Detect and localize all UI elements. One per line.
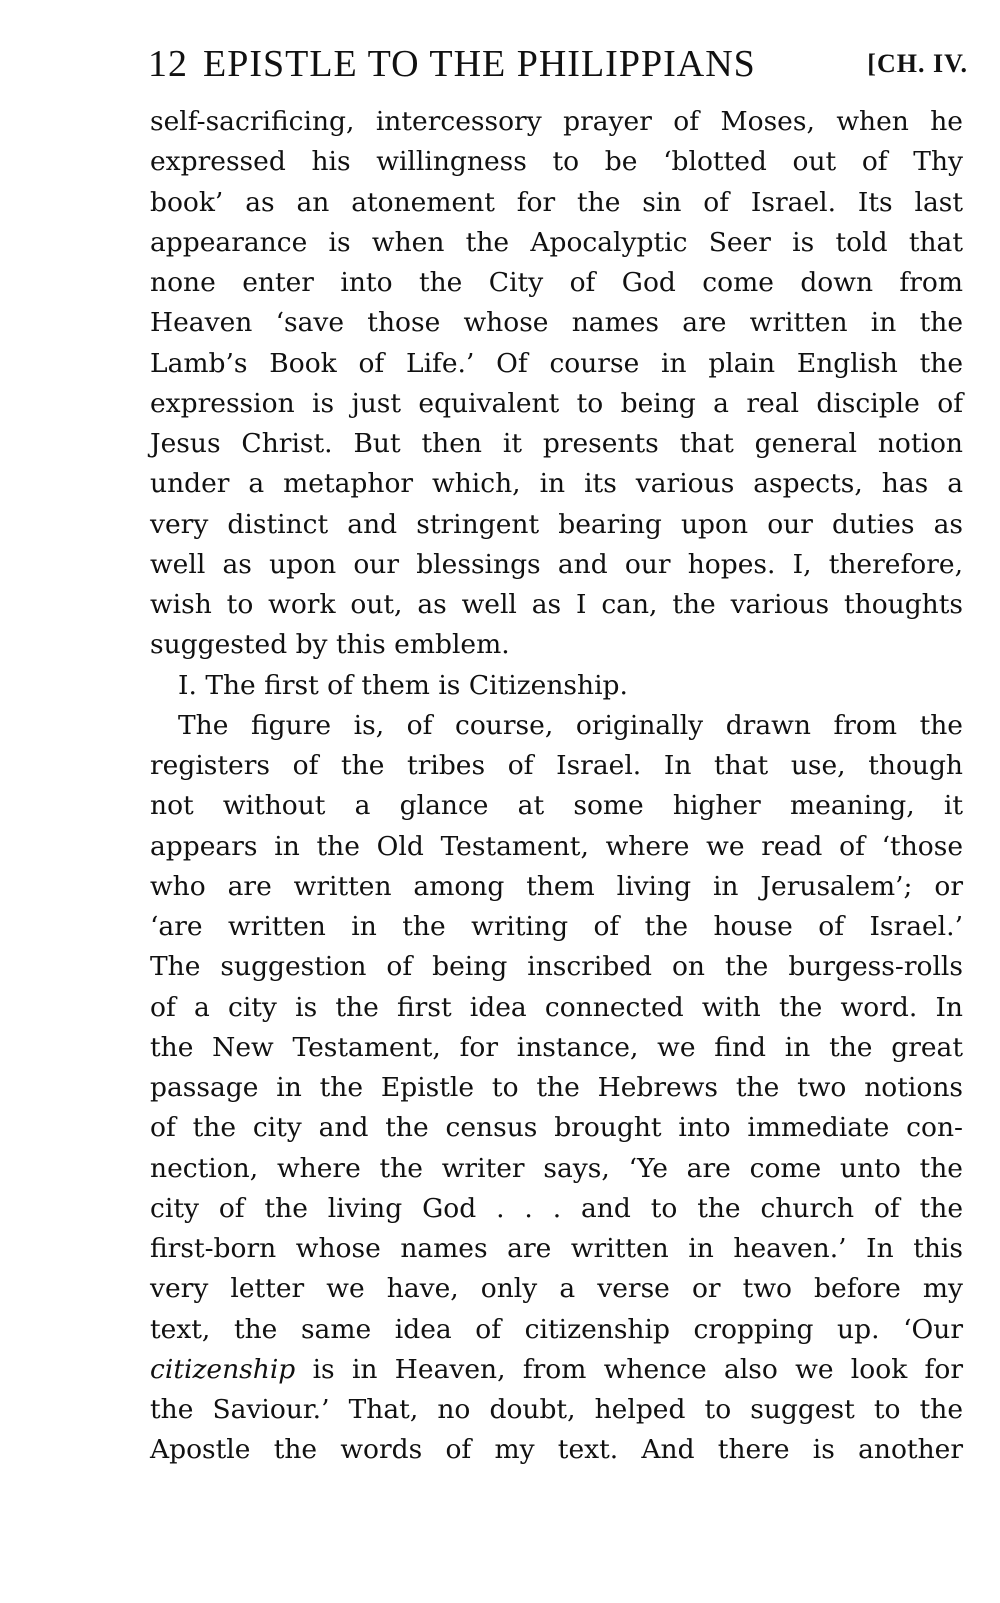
italic-word: citizenship bbox=[150, 1353, 296, 1385]
running-header bbox=[148, 38, 968, 90]
text-line: expression is just equivalent to being a real disciple of bbox=[150, 387, 963, 419]
text-line: book’ as an atonement for the sin of Israel. Its last bbox=[150, 186, 963, 218]
chapter-reference: [CH. IV. bbox=[867, 49, 968, 78]
text-line: expressed his willingness to be ‘blotted out of Thy bbox=[150, 146, 963, 178]
text-line: first-born whose names are written in heaven.’ In this bbox=[150, 1233, 963, 1264]
text-line: appears in the Old Testament, where we read of ‘those bbox=[150, 830, 963, 862]
text-line: city of the living God . . . and to the church of the bbox=[150, 1192, 963, 1224]
text-line: of the city and the census brought into immediate con- bbox=[150, 1112, 963, 1144]
text-line: not without a glance at some higher meaning, it bbox=[150, 790, 963, 822]
text-line: none enter into the City of God come down from bbox=[150, 267, 963, 298]
text-line bbox=[150, 1350, 963, 1390]
text-line: Heaven ‘save those whose names are written in the bbox=[150, 307, 963, 339]
text-line: very letter we have, only a verse or two before my bbox=[150, 1273, 963, 1305]
text-line: passage in the Epistle to the Hebrews the two notions bbox=[150, 1072, 963, 1103]
text-line: of a city is the first idea connected with the word. In bbox=[150, 991, 963, 1023]
text-line: well as upon our blessings and our hopes. I, therefore, bbox=[150, 548, 963, 580]
text-line: very distinct and stringent bearing upon our duties as bbox=[150, 508, 963, 540]
text-line: ‘are written in the writing of the house of Israel.’ bbox=[150, 911, 963, 942]
text-line: The figure is, of course, originally drawn from the bbox=[178, 709, 963, 741]
text-line: under a metaphor which, in its various aspects, has a bbox=[150, 468, 963, 500]
text-line: appearance is when the Apocalyptic Seer is told that bbox=[150, 226, 963, 258]
text-line: the Saviour.’ That, no doubt, helped to suggest to the bbox=[150, 1394, 963, 1425]
text-line: nection, where the writer says, ‘Ye are come unto the bbox=[150, 1152, 963, 1184]
body-text bbox=[150, 102, 963, 1471]
text-line: text, the same idea of citizenship cropping up. ‘Our bbox=[150, 1313, 963, 1345]
page-number: 12 bbox=[148, 43, 188, 85]
text-line: Apostle the words of my text. And there is another bbox=[150, 1434, 963, 1466]
text-line: self-sacrificing, intercessory prayer of Moses, when he bbox=[150, 106, 963, 137]
text-line: registers of the tribes of Israel. In that use, though bbox=[150, 750, 963, 781]
text-line: Lamb’s Book of Life.’ Of course in plain English the bbox=[150, 347, 963, 379]
text-line: the New Testament, for instance, we find in the great bbox=[150, 1031, 963, 1063]
text-line: The suggestion of being inscribed on the burgess-rolls bbox=[150, 951, 963, 983]
text-line: Jesus Christ. But then it presents that general notion bbox=[150, 428, 963, 459]
section-heading-line: I. The first of them is Citizenship. bbox=[178, 669, 628, 701]
line-rest: is in Heaven, from whence also we look for bbox=[295, 1353, 963, 1385]
text-line: who are written among them living in Jerusalem’; or bbox=[150, 870, 963, 902]
text-line: suggested by this emblem. bbox=[150, 629, 510, 661]
text-line: wish to work out, as well as I can, the various thoughts bbox=[150, 589, 963, 620]
running-title: EPISTLE TO THE PHILIPPIANS bbox=[203, 43, 756, 85]
